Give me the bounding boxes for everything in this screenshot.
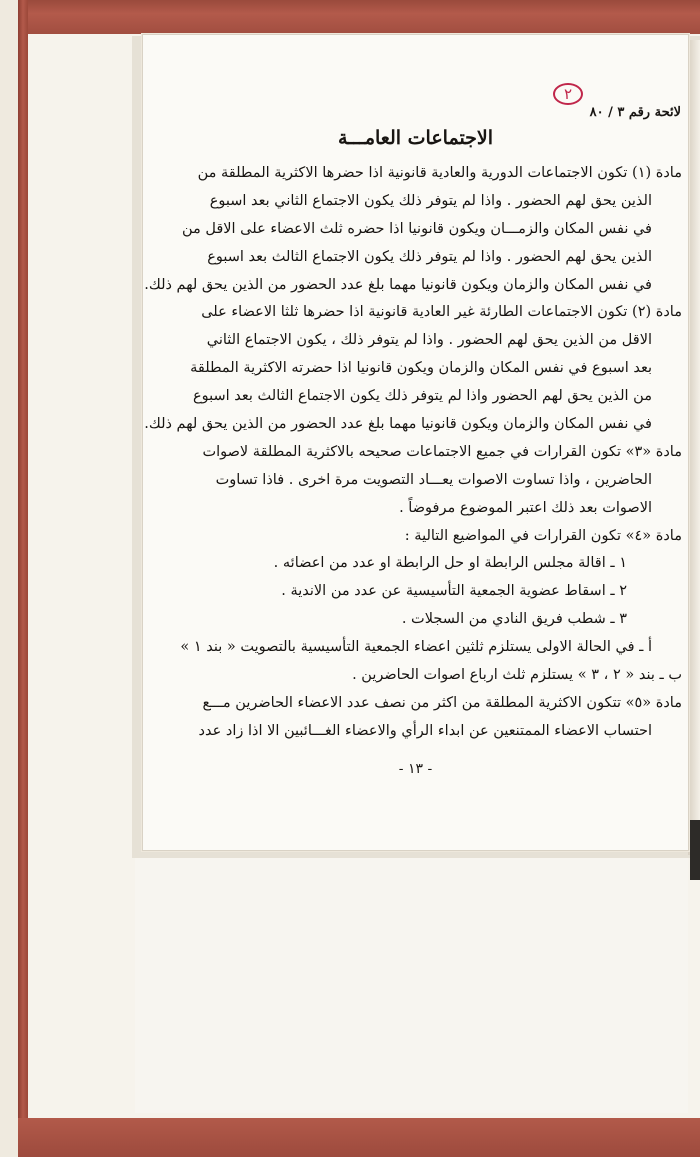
- page-title: الاجتماعات العامـــة: [337, 127, 494, 149]
- binder-cover-left: [18, 0, 28, 1157]
- list-item: أ ـ في الحالة الاولى يستلزم ثلثين اعضاء الجمعية التأسيسية بالتصويت « بند ١ »: [180, 639, 652, 656]
- text-line: الحاضرين ، واذا تساوت الاصوات يعـــاد التصويت مرة اخرى . فاذا تساوت: [215, 471, 652, 488]
- document-page: [142, 34, 689, 851]
- list-item: ٣ ـ شطب فريق النادي من السجلات .: [401, 611, 627, 628]
- text-line: مادة «٤» تكون القرارات في المواضيع التالية :: [404, 527, 682, 544]
- list-item: ١ ـ اقالة مجلس الرابطة او حل الرابطة او عدد من اعضائه .: [273, 555, 627, 572]
- text-line: الاقل من الذين يحق لهم الحضور . واذا لم يتوفر ذلك ، يكون الاجتماع الثاني: [206, 332, 652, 349]
- list-item: ب ـ بند « ٢ ، ٣ » يستلزم ثلث ارباع اصوات الحاضرين .: [352, 667, 682, 684]
- article-text: [144, 160, 682, 746]
- handwritten-circled-mark: ٢: [553, 83, 583, 105]
- text-line: بعد اسبوع في نفس المكان والزمان ويكون قانونيا اذا حضرته الاكثرية المطلقة: [190, 360, 652, 377]
- text-line: مادة (٢) تكون الاجتماعات الطارئة غير العادية قانونية اذا حضرها ثلثا الاعضاء على: [201, 304, 682, 321]
- text-line: في نفس المكان والزمان ويكون قانونيا مهما بلغ عدد الحضور من الذين يحق لهم ذلك.: [144, 416, 652, 433]
- text-line: الذين يحق لهم الحضور . واذا لم يتوفر ذلك يكون الاجتماع الثاني بعد اسبوع: [209, 192, 652, 209]
- text-line: في نفس المكان والزمان ويكون قانونيا مهما بلغ عدد الحضور من الذين يحق لهم ذلك.: [144, 276, 652, 293]
- facing-page-edge: [688, 40, 700, 855]
- document-header: لائحة رقم ٣ / ٨٠: [589, 105, 681, 120]
- text-line: من الذين يحق لهم الحضور واذا لم يتوفر ذلك يكون الاجتماع الثالث بعد اسبوع: [193, 388, 652, 405]
- list-item: ٢ ـ اسقاط عضوية الجمعية التأسيسية عن عدد من الاندية .: [281, 583, 627, 600]
- text-line: مادة (١) تكون الاجتماعات الدورية والعادية قانونية اذا حضرها الاكثرية المطلقة من: [197, 165, 682, 181]
- page-number: - ١٣ -: [398, 761, 433, 777]
- text-line: مادة «٣» تكون القرارات في جميع الاجتماعات صحيحه بالاكثرية المطلقة لاصوات: [202, 443, 682, 460]
- text-line: الذين يحق لهم الحضور . واذا لم يتوفر ذلك يكون الاجتماع الثالث بعد اسبوع: [207, 248, 652, 265]
- board-lower-area: [135, 858, 688, 1113]
- text-line: مادة «٥» تتكون الاكثرية المطلقة من اكثر من نصف عدد الاعضاء الحاضرين مـــع: [202, 694, 682, 711]
- text-line: الاصوات بعد ذلك اعتبر الموضوع مرفوضاً .: [399, 499, 652, 516]
- text-line: احتساب الاعضاء الممتنعين عن ابداء الرأي والاعضاء الغـــائبين الا اذا زاد عدد: [198, 722, 652, 739]
- facing-page-dark-edge: [690, 820, 700, 880]
- page-text-block: [143, 35, 688, 850]
- binder-cover-top: [18, 0, 700, 34]
- text-line: في نفس المكان والزمـــان ويكون قانونيا اذا حضره ثلث الاعضاء على الاقل من: [181, 220, 652, 237]
- binder-cover-bottom: [18, 1118, 700, 1157]
